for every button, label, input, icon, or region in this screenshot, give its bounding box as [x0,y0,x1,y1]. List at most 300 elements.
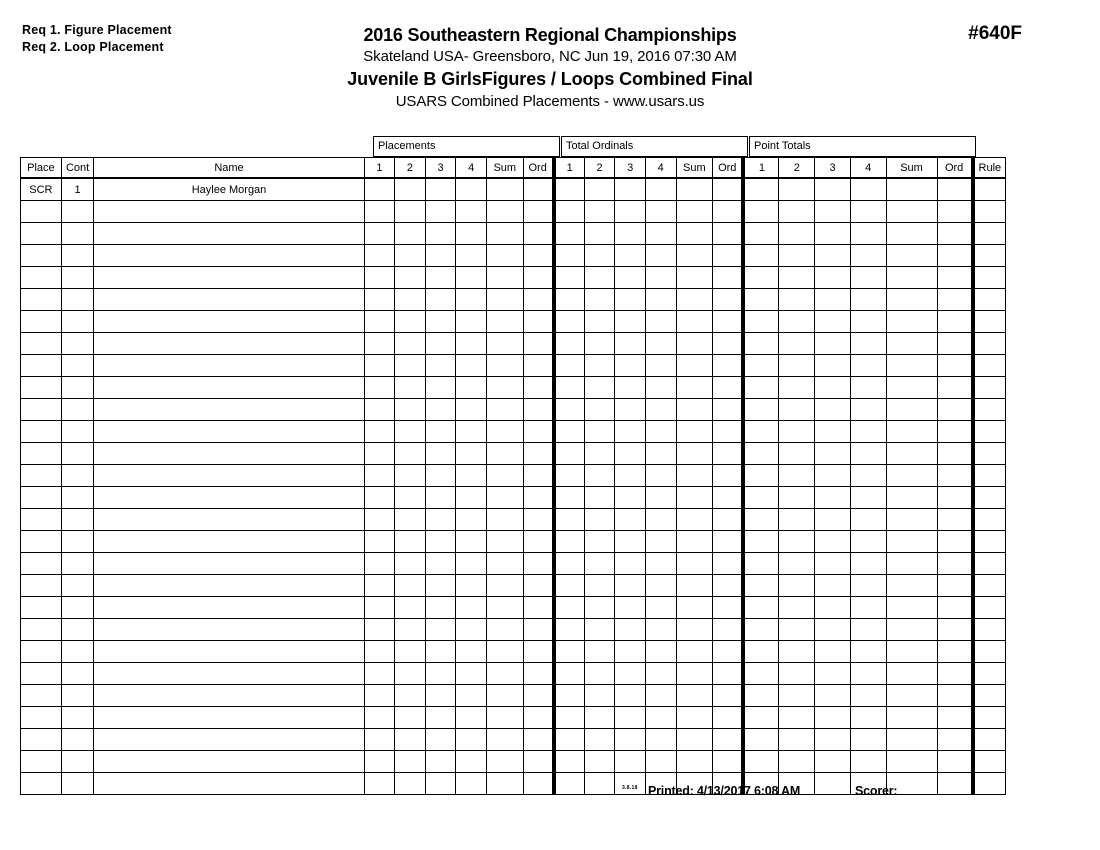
cell-point-totals-2[interactable] [779,487,815,509]
cell-placements-ord[interactable] [523,751,554,773]
cell-total-ordinals-ord[interactable] [713,531,744,553]
table-row[interactable] [21,685,1006,707]
cell-placements-ord[interactable] [523,509,554,531]
cell-placements-4[interactable] [456,443,487,465]
cell-total-ordinals-ord[interactable] [713,311,744,333]
cell-placements-3[interactable] [425,201,456,223]
cell-total-ordinals-1[interactable] [554,619,585,641]
cell-point-totals-sum[interactable] [886,223,937,245]
table-row[interactable] [21,575,1006,597]
cell-point-totals-sum[interactable] [886,575,937,597]
cell-place[interactable] [21,685,62,707]
cell-total-ordinals-4[interactable] [645,751,676,773]
cell-total-ordinals-4[interactable] [645,707,676,729]
cell-point-totals-sum[interactable] [886,487,937,509]
cell-total-ordinals-1[interactable] [554,179,585,201]
cell-total-ordinals-1[interactable] [554,487,585,509]
cell-point-totals-4[interactable] [850,399,886,421]
cell-cont[interactable] [61,245,94,267]
cell-rule[interactable] [973,553,1006,575]
cell-point-totals-ord[interactable] [937,267,973,289]
cell-total-ordinals-1[interactable] [554,201,585,223]
cell-name[interactable]: Haylee Morgan [94,179,364,201]
cell-point-totals-ord[interactable] [937,729,973,751]
cell-placements-1[interactable] [364,333,395,355]
cell-placements-4[interactable] [456,553,487,575]
cell-point-totals-1[interactable] [743,641,779,663]
cell-point-totals-1[interactable] [743,311,779,333]
cell-cont[interactable] [61,641,94,663]
cell-placements-2[interactable] [395,751,426,773]
cell-point-totals-1[interactable] [743,179,779,201]
cell-placements-4[interactable] [456,201,487,223]
table-row[interactable] [21,553,1006,575]
cell-point-totals-4[interactable] [850,707,886,729]
cell-total-ordinals-1[interactable] [554,707,585,729]
cell-placements-2[interactable] [395,509,426,531]
cell-point-totals-3[interactable] [815,641,851,663]
cell-total-ordinals-1[interactable] [554,509,585,531]
cell-placements-sum[interactable] [486,443,523,465]
cell-point-totals-ord[interactable] [937,619,973,641]
cell-point-totals-ord[interactable] [937,421,973,443]
cell-rule[interactable] [973,223,1006,245]
table-row[interactable] [21,311,1006,333]
cell-placements-ord[interactable] [523,553,554,575]
cell-total-ordinals-sum[interactable] [676,267,713,289]
cell-total-ordinals-sum[interactable] [676,729,713,751]
cell-name[interactable] [94,685,364,707]
cell-point-totals-ord[interactable] [937,487,973,509]
cell-point-totals-sum[interactable] [886,707,937,729]
cell-name[interactable] [94,487,364,509]
cell-point-totals-1[interactable] [743,619,779,641]
cell-point-totals-1[interactable] [743,729,779,751]
cell-total-ordinals-sum[interactable] [676,685,713,707]
cell-cont[interactable] [61,421,94,443]
cell-point-totals-1[interactable] [743,421,779,443]
cell-place[interactable] [21,311,62,333]
cell-point-totals-ord[interactable] [937,751,973,773]
cell-point-totals-sum[interactable] [886,663,937,685]
cell-total-ordinals-3[interactable] [615,641,646,663]
cell-point-totals-3[interactable] [815,531,851,553]
cell-placements-2[interactable] [395,179,426,201]
cell-total-ordinals-4[interactable] [645,245,676,267]
cell-rule[interactable] [973,267,1006,289]
cell-total-ordinals-1[interactable] [554,377,585,399]
cell-point-totals-ord[interactable] [937,509,973,531]
cell-point-totals-2[interactable] [779,333,815,355]
cell-cont[interactable] [61,333,94,355]
cell-placements-3[interactable] [425,575,456,597]
cell-total-ordinals-sum[interactable] [676,377,713,399]
cell-placements-sum[interactable] [486,201,523,223]
cell-placements-4[interactable] [456,355,487,377]
cell-total-ordinals-ord[interactable] [713,179,744,201]
table-row[interactable] [21,751,1006,773]
cell-placements-1[interactable] [364,619,395,641]
cell-placements-4[interactable] [456,729,487,751]
cell-point-totals-3[interactable] [815,399,851,421]
cell-total-ordinals-ord[interactable] [713,355,744,377]
cell-point-totals-ord[interactable] [937,531,973,553]
cell-total-ordinals-1[interactable] [554,245,585,267]
cell-placements-2[interactable] [395,333,426,355]
cell-placements-3[interactable] [425,377,456,399]
cell-placements-ord[interactable] [523,575,554,597]
cell-point-totals-4[interactable] [850,333,886,355]
cell-placements-3[interactable] [425,751,456,773]
cell-rule[interactable] [973,355,1006,377]
cell-total-ordinals-4[interactable] [645,531,676,553]
cell-total-ordinals-4[interactable] [645,685,676,707]
cell-point-totals-3[interactable] [815,333,851,355]
cell-rule[interactable] [973,245,1006,267]
cell-point-totals-4[interactable] [850,663,886,685]
cell-point-totals-sum[interactable] [886,333,937,355]
cell-rule[interactable] [973,377,1006,399]
cell-placements-4[interactable] [456,619,487,641]
cell-point-totals-2[interactable] [779,685,815,707]
cell-point-totals-2[interactable] [779,597,815,619]
cell-placements-3[interactable] [425,663,456,685]
cell-total-ordinals-3[interactable] [615,729,646,751]
table-row[interactable] [21,333,1006,355]
cell-point-totals-1[interactable] [743,443,779,465]
cell-total-ordinals-sum[interactable] [676,509,713,531]
cell-placements-3[interactable] [425,707,456,729]
cell-place[interactable] [21,421,62,443]
cell-placements-4[interactable] [456,179,487,201]
cell-placements-sum[interactable] [486,575,523,597]
cell-placements-1[interactable] [364,421,395,443]
cell-place[interactable] [21,443,62,465]
cell-total-ordinals-4[interactable] [645,267,676,289]
cell-placements-2[interactable] [395,267,426,289]
cell-point-totals-4[interactable] [850,421,886,443]
cell-placements-1[interactable] [364,685,395,707]
cell-point-totals-3[interactable] [815,311,851,333]
cell-placements-4[interactable] [456,421,487,443]
cell-cont[interactable] [61,355,94,377]
table-row[interactable] [21,597,1006,619]
cell-total-ordinals-ord[interactable] [713,399,744,421]
cell-total-ordinals-ord[interactable] [713,201,744,223]
cell-total-ordinals-sum[interactable] [676,289,713,311]
cell-total-ordinals-4[interactable] [645,289,676,311]
cell-point-totals-3[interactable] [815,751,851,773]
cell-cont[interactable] [61,751,94,773]
cell-total-ordinals-3[interactable] [615,531,646,553]
cell-place[interactable] [21,751,62,773]
cell-point-totals-4[interactable] [850,289,886,311]
cell-total-ordinals-3[interactable] [615,311,646,333]
cell-placements-2[interactable] [395,223,426,245]
cell-placements-sum[interactable] [486,267,523,289]
cell-total-ordinals-2[interactable] [584,707,615,729]
cell-total-ordinals-ord[interactable] [713,729,744,751]
cell-placements-4[interactable] [456,267,487,289]
cell-point-totals-3[interactable] [815,267,851,289]
cell-total-ordinals-3[interactable] [615,289,646,311]
cell-name[interactable] [94,707,364,729]
cell-point-totals-4[interactable] [850,487,886,509]
cell-point-totals-ord[interactable] [937,597,973,619]
cell-point-totals-1[interactable] [743,289,779,311]
cell-placements-1[interactable] [364,465,395,487]
cell-total-ordinals-4[interactable] [645,619,676,641]
cell-rule[interactable] [973,619,1006,641]
cell-point-totals-1[interactable] [743,267,779,289]
cell-total-ordinals-4[interactable] [645,641,676,663]
cell-point-totals-sum[interactable] [886,245,937,267]
cell-cont[interactable] [61,223,94,245]
cell-placements-2[interactable] [395,201,426,223]
cell-placements-2[interactable] [395,641,426,663]
cell-placements-sum[interactable] [486,641,523,663]
cell-rule[interactable] [973,311,1006,333]
cell-cont[interactable] [61,289,94,311]
cell-point-totals-sum[interactable] [886,465,937,487]
cell-placements-4[interactable] [456,465,487,487]
cell-placements-1[interactable] [364,201,395,223]
cell-total-ordinals-2[interactable] [584,245,615,267]
cell-placements-ord[interactable] [523,707,554,729]
cell-point-totals-sum[interactable] [886,597,937,619]
cell-total-ordinals-1[interactable] [554,751,585,773]
cell-total-ordinals-1[interactable] [554,641,585,663]
cell-total-ordinals-2[interactable] [584,597,615,619]
cell-name[interactable] [94,729,364,751]
cell-placements-3[interactable] [425,685,456,707]
cell-rule[interactable] [973,333,1006,355]
cell-total-ordinals-1[interactable] [554,597,585,619]
cell-total-ordinals-4[interactable] [645,355,676,377]
cell-point-totals-1[interactable] [743,245,779,267]
cell-total-ordinals-4[interactable] [645,377,676,399]
cell-placements-1[interactable] [364,707,395,729]
cell-total-ordinals-2[interactable] [584,509,615,531]
cell-total-ordinals-1[interactable] [554,289,585,311]
cell-total-ordinals-ord[interactable] [713,553,744,575]
cell-total-ordinals-ord[interactable] [713,267,744,289]
cell-placements-sum[interactable] [486,377,523,399]
cell-point-totals-sum[interactable] [886,399,937,421]
cell-rule[interactable] [973,597,1006,619]
cell-total-ordinals-1[interactable] [554,399,585,421]
cell-total-ordinals-ord[interactable] [713,465,744,487]
cell-total-ordinals-4[interactable] [645,333,676,355]
cell-point-totals-sum[interactable] [886,377,937,399]
table-row[interactable] [21,729,1006,751]
cell-total-ordinals-2[interactable] [584,267,615,289]
cell-point-totals-4[interactable] [850,179,886,201]
cell-total-ordinals-4[interactable] [645,311,676,333]
cell-point-totals-ord[interactable] [937,201,973,223]
table-row[interactable] [21,707,1006,729]
cell-point-totals-sum[interactable] [886,443,937,465]
cell-placements-1[interactable] [364,597,395,619]
cell-point-totals-sum[interactable] [886,355,937,377]
cell-rule[interactable] [973,421,1006,443]
cell-placements-2[interactable] [395,619,426,641]
cell-place[interactable] [21,553,62,575]
cell-total-ordinals-4[interactable] [645,487,676,509]
table-row[interactable] [21,201,1006,223]
cell-total-ordinals-2[interactable] [584,575,615,597]
table-row[interactable] [21,465,1006,487]
cell-total-ordinals-3[interactable] [615,707,646,729]
cell-total-ordinals-4[interactable] [645,663,676,685]
cell-total-ordinals-3[interactable] [615,443,646,465]
cell-place[interactable] [21,597,62,619]
cell-point-totals-sum[interactable] [886,531,937,553]
cell-placements-3[interactable] [425,619,456,641]
cell-point-totals-1[interactable] [743,509,779,531]
cell-name[interactable] [94,663,364,685]
cell-placements-1[interactable] [364,289,395,311]
cell-point-totals-1[interactable] [743,685,779,707]
cell-total-ordinals-sum[interactable] [676,707,713,729]
cell-point-totals-sum[interactable] [886,641,937,663]
cell-placements-2[interactable] [395,553,426,575]
cell-total-ordinals-ord[interactable] [713,685,744,707]
cell-placements-1[interactable] [364,553,395,575]
cell-total-ordinals-4[interactable] [645,179,676,201]
cell-total-ordinals-sum[interactable] [676,311,713,333]
cell-placements-3[interactable] [425,487,456,509]
cell-point-totals-1[interactable] [743,663,779,685]
cell-point-totals-sum[interactable] [886,619,937,641]
cell-place[interactable] [21,663,62,685]
cell-placements-sum[interactable] [486,245,523,267]
cell-total-ordinals-3[interactable] [615,333,646,355]
cell-total-ordinals-3[interactable] [615,179,646,201]
cell-point-totals-1[interactable] [743,377,779,399]
cell-point-totals-1[interactable] [743,333,779,355]
cell-placements-4[interactable] [456,509,487,531]
cell-place[interactable] [21,487,62,509]
cell-total-ordinals-sum[interactable] [676,223,713,245]
cell-placements-sum[interactable] [486,729,523,751]
cell-point-totals-4[interactable] [850,377,886,399]
cell-placements-3[interactable] [425,509,456,531]
cell-total-ordinals-2[interactable] [584,663,615,685]
cell-point-totals-3[interactable] [815,201,851,223]
cell-placements-3[interactable] [425,311,456,333]
cell-total-ordinals-ord[interactable] [713,333,744,355]
cell-point-totals-ord[interactable] [937,179,973,201]
cell-place[interactable] [21,355,62,377]
table-row[interactable] [21,267,1006,289]
table-row[interactable] [21,179,1006,201]
cell-placements-4[interactable] [456,311,487,333]
cell-point-totals-ord[interactable] [937,311,973,333]
cell-rule[interactable] [973,531,1006,553]
cell-total-ordinals-4[interactable] [645,575,676,597]
cell-placements-2[interactable] [395,377,426,399]
cell-placements-sum[interactable] [486,465,523,487]
cell-point-totals-2[interactable] [779,663,815,685]
cell-place[interactable]: SCR [21,179,62,201]
cell-placements-3[interactable] [425,179,456,201]
cell-placements-1[interactable] [364,443,395,465]
cell-total-ordinals-4[interactable] [645,201,676,223]
cell-point-totals-2[interactable] [779,443,815,465]
cell-placements-3[interactable] [425,597,456,619]
cell-placements-ord[interactable] [523,245,554,267]
cell-placements-2[interactable] [395,289,426,311]
cell-total-ordinals-4[interactable] [645,729,676,751]
cell-placements-sum[interactable] [486,553,523,575]
cell-point-totals-sum[interactable] [886,685,937,707]
cell-point-totals-2[interactable] [779,267,815,289]
cell-placements-3[interactable] [425,553,456,575]
cell-total-ordinals-ord[interactable] [713,509,744,531]
cell-placements-1[interactable] [364,179,395,201]
cell-placements-2[interactable] [395,575,426,597]
cell-total-ordinals-4[interactable] [645,509,676,531]
cell-rule[interactable] [973,641,1006,663]
cell-placements-ord[interactable] [523,663,554,685]
cell-total-ordinals-1[interactable] [554,421,585,443]
cell-cont[interactable] [61,201,94,223]
table-row[interactable] [21,399,1006,421]
cell-placements-ord[interactable] [523,333,554,355]
cell-total-ordinals-sum[interactable] [676,597,713,619]
cell-name[interactable] [94,465,364,487]
table-row[interactable] [21,509,1006,531]
cell-point-totals-2[interactable] [779,619,815,641]
cell-point-totals-4[interactable] [850,751,886,773]
cell-name[interactable] [94,509,364,531]
cell-placements-2[interactable] [395,663,426,685]
cell-placements-sum[interactable] [486,707,523,729]
cell-total-ordinals-sum[interactable] [676,333,713,355]
cell-total-ordinals-3[interactable] [615,465,646,487]
cell-point-totals-ord[interactable] [937,399,973,421]
cell-cont[interactable] [61,729,94,751]
cell-point-totals-sum[interactable] [886,421,937,443]
cell-placements-4[interactable] [456,333,487,355]
cell-point-totals-ord[interactable] [937,223,973,245]
cell-placements-sum[interactable] [486,685,523,707]
cell-total-ordinals-2[interactable] [584,421,615,443]
cell-total-ordinals-ord[interactable] [713,245,744,267]
cell-name[interactable] [94,245,364,267]
cell-rule[interactable] [973,751,1006,773]
cell-total-ordinals-3[interactable] [615,487,646,509]
cell-placements-4[interactable] [456,707,487,729]
cell-rule[interactable] [973,289,1006,311]
cell-place[interactable] [21,729,62,751]
cell-point-totals-ord[interactable] [937,333,973,355]
cell-placements-ord[interactable] [523,223,554,245]
cell-point-totals-4[interactable] [850,641,886,663]
cell-point-totals-1[interactable] [743,531,779,553]
cell-point-totals-3[interactable] [815,245,851,267]
cell-placements-1[interactable] [364,729,395,751]
cell-point-totals-3[interactable] [815,729,851,751]
cell-rule[interactable] [973,399,1006,421]
table-row[interactable] [21,641,1006,663]
cell-placements-ord[interactable] [523,377,554,399]
cell-placements-ord[interactable] [523,685,554,707]
cell-point-totals-2[interactable] [779,355,815,377]
cell-point-totals-1[interactable] [743,355,779,377]
cell-placements-sum[interactable] [486,333,523,355]
